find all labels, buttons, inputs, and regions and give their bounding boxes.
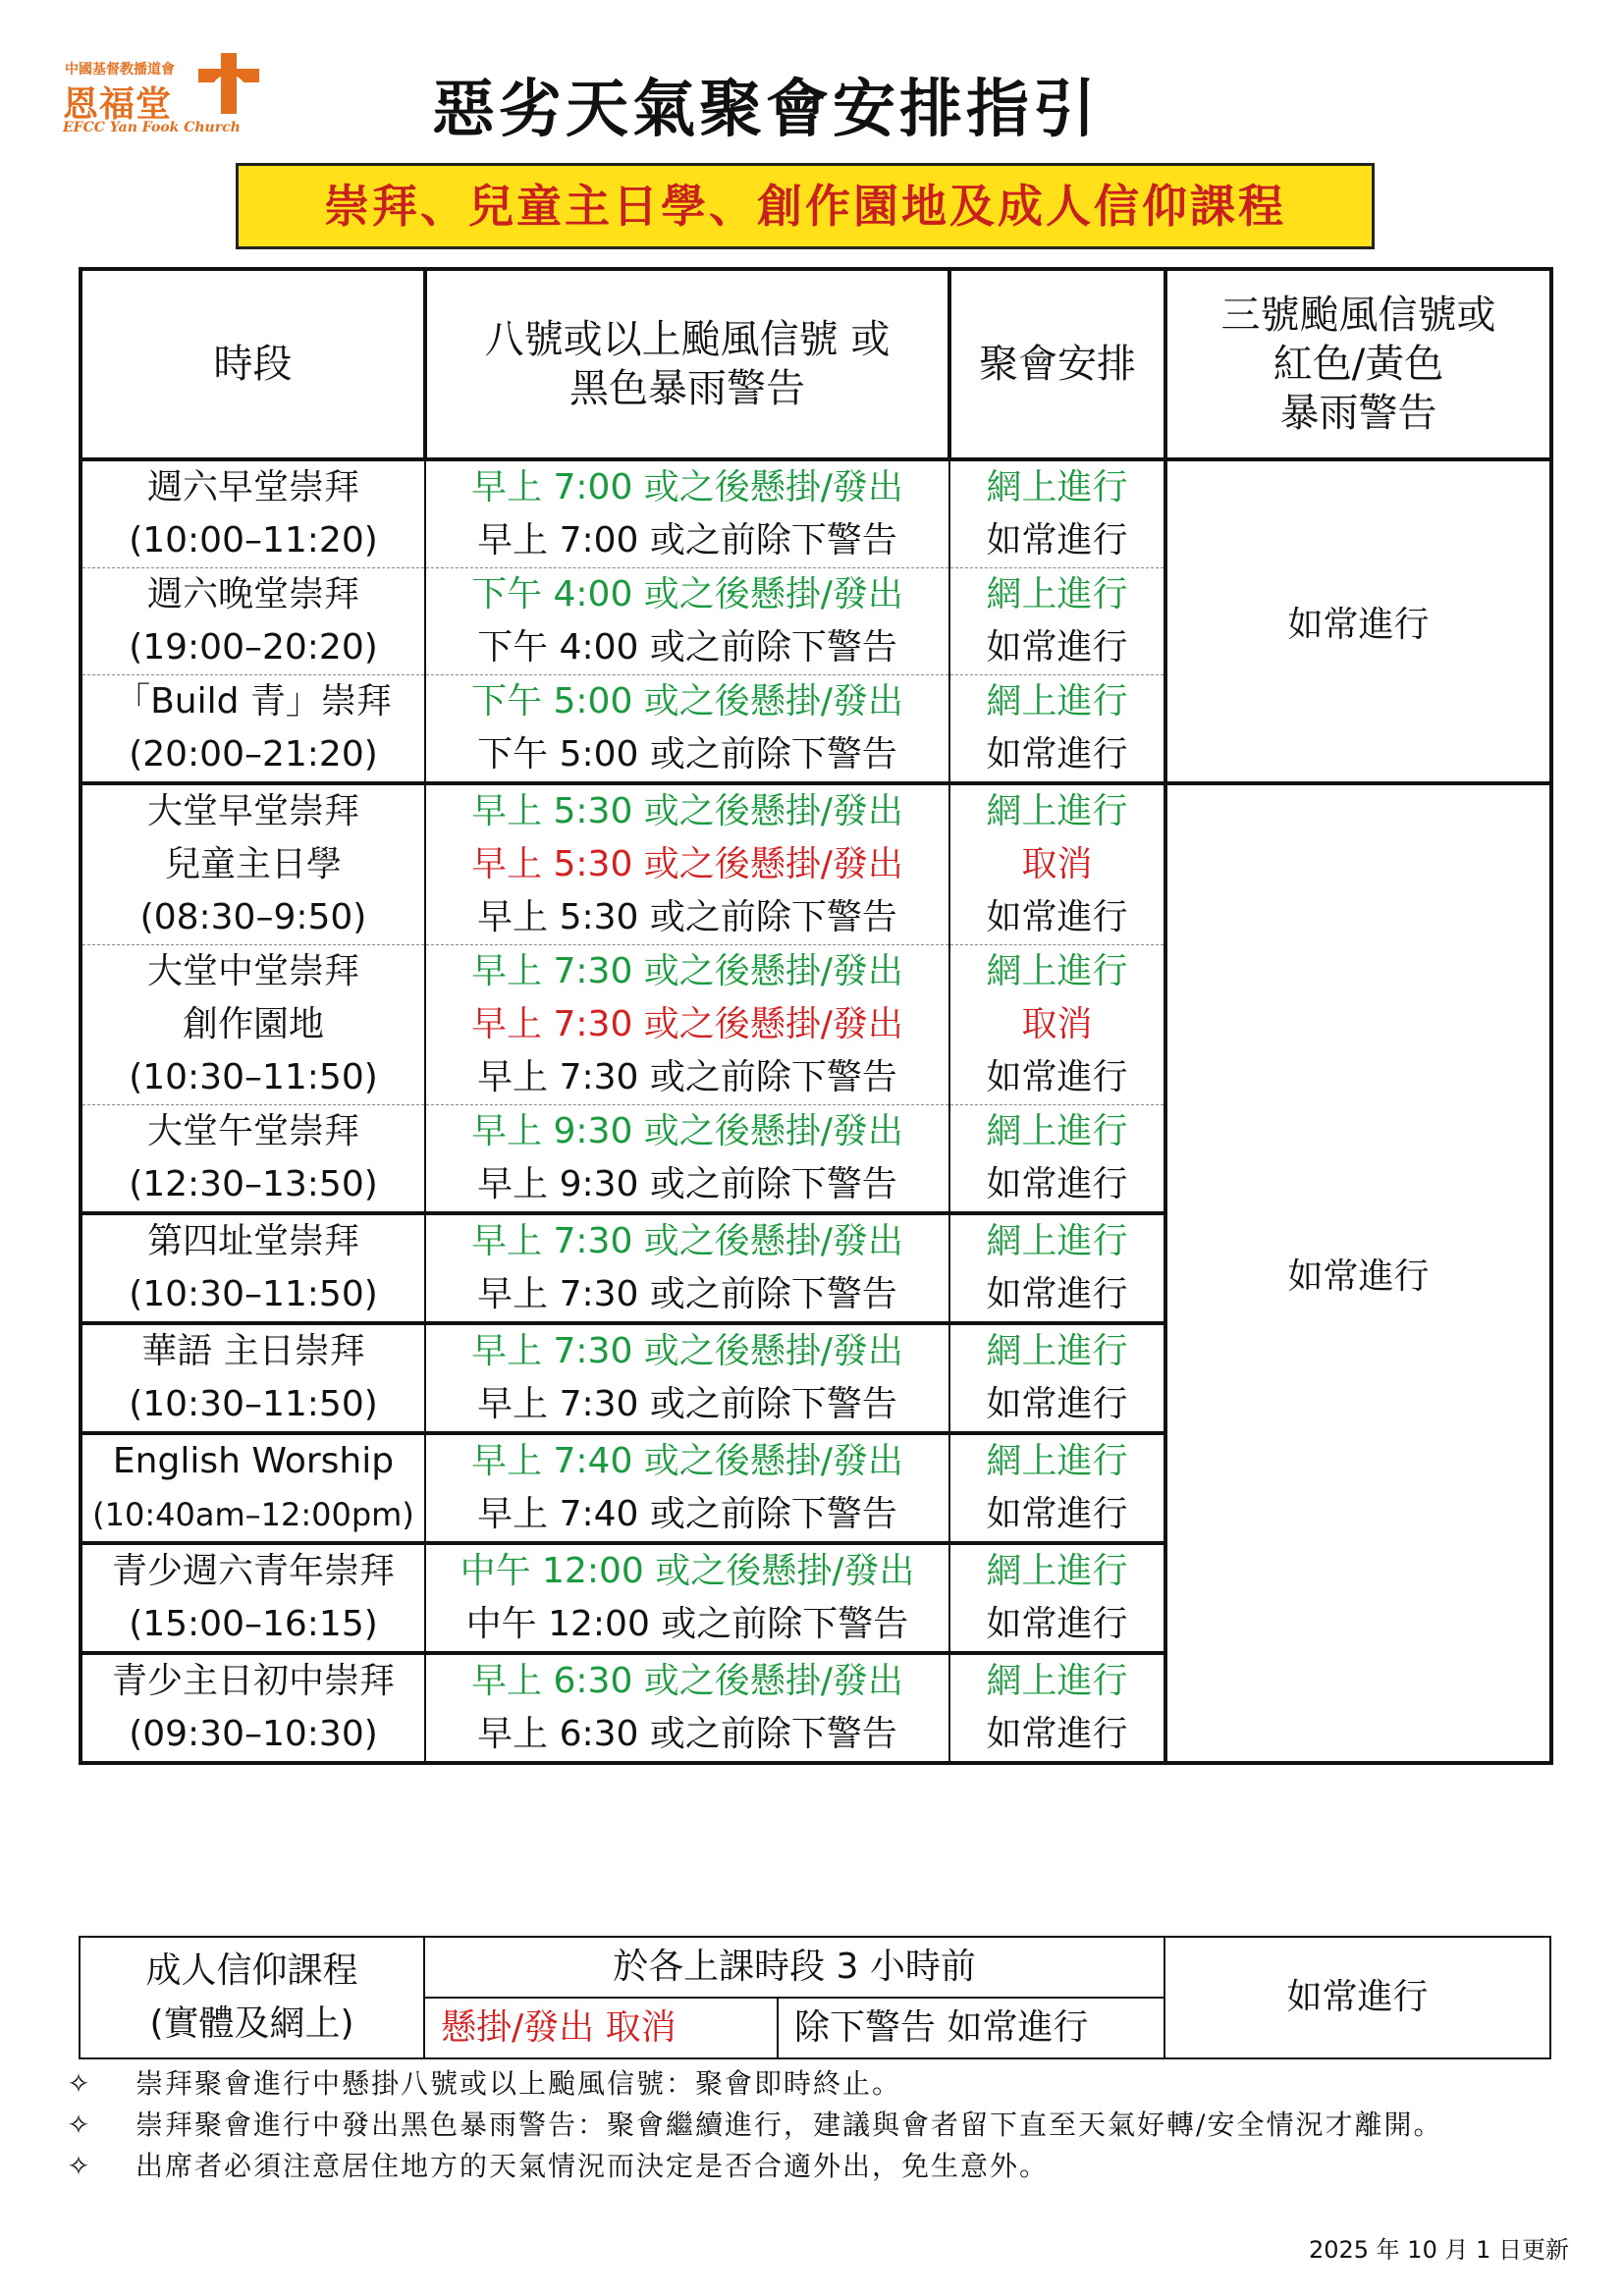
note-text: 出席者必須注意居住地方的天氣情況而決定是否合適外出，免生意外。 [135,2150,1050,2182]
adult-course-lifted: 除下警告 如常進行 [778,1998,1164,2058]
adult-course-condition: 於各上課時段 3 小時前 [424,1937,1164,1998]
service-time: 第四址堂崇拜 (10:30–11:50) [81,1213,425,1323]
header-signal8-line1: 八號或以上颱風信號 或 [484,317,891,362]
service-time: 青少週六青年崇拜 (15:00–16:15) [81,1543,425,1653]
service-time: 「Build 青」崇拜 (20:00–21:20) [81,675,425,784]
service-time: 週六晚堂崇拜 (19:00–20:20) [81,568,425,675]
signal3-arrangement: 如常進行 [1165,783,1551,1763]
header-signal8-line2: 黑色暴雨警告 [569,366,805,411]
table-row [81,459,1551,568]
arrangement: 網上進行 取消 如常進行 [949,783,1165,945]
note-item [59,2063,1591,2105]
sparkle-bullet-icon: ✧ [67,2109,90,2141]
sparkle-bullet-icon: ✧ [67,2150,90,2182]
sparkle-bullet-icon: ✧ [67,2067,90,2100]
arrangement: 網上進行 如常進行 [949,675,1165,784]
arrangement: 網上進行 如常進行 [949,1105,1165,1214]
church-logo [59,49,275,137]
notes-list [59,2063,1591,2187]
service-time: 大堂午堂崇拜 (12:30–13:50) [81,1105,425,1214]
note-text: 崇拜聚會進行中懸掛八號或以上颱風信號：聚會即時終止。 [135,2067,902,2100]
header-row [81,269,1551,459]
page-subtitle: 崇拜、兒童主日學、創作園地及成人信仰課程 [236,163,1375,249]
table-row [81,783,1551,945]
note-item [59,2146,1591,2187]
note-text: 崇拜聚會進行中發出黑色暴雨警告：聚會繼續進行，建議與會者留下直至天氣好轉/安全情況才離開。 [135,2109,1443,2141]
header-time: 時段 [81,269,425,459]
signal3-arrangement: 如常進行 [1165,459,1551,783]
signal8-conditions: 早上 5:30 或之後懸掛/發出 早上 5:30 或之後懸掛/發出 早上 5:30 或之前除下警告 [425,783,949,945]
arrangement: 網上進行 如常進行 [949,1323,1165,1433]
arrangement: 網上進行 如常進行 [949,1653,1165,1763]
header-signal3 [1165,269,1551,459]
service-time: English Worship (10:40am–12:00pm) [81,1433,425,1543]
updated-date: 2025 年 10 月 1 日更新 [1308,2236,1569,2264]
arrangement: 網上進行 取消 如常進行 [949,945,1165,1105]
adult-course-signal3: 如常進行 [1164,1937,1550,2058]
header-signal8 [425,269,949,459]
signal8-conditions: 下午 4:00 或之後懸掛/發出 下午 4:00 或之前除下警告 [425,568,949,675]
signal8-conditions: 中午 12:00 或之後懸掛/發出 中午 12:00 或之前除下警告 [425,1543,949,1653]
arrangement: 網上進行 如常進行 [949,1543,1165,1653]
schedule-table [79,267,1553,1765]
arrangement: 網上進行 如常進行 [949,459,1165,568]
signal8-conditions: 早上 7:30 或之後懸掛/發出 早上 7:30 或之後懸掛/發出 早上 7:30 或之前除下警告 [425,945,949,1105]
adult-course-issued: 懸掛/發出 取消 [424,1998,778,2058]
logo-church-cn: 恩福堂 [63,84,173,125]
cross-icon [194,49,263,118]
signal8-conditions: 早上 9:30 或之後懸掛/發出 早上 9:30 或之前除下警告 [425,1105,949,1214]
logo-church-en: EFCC Yan Fook Church [63,120,241,135]
service-time: 青少主日初中崇拜 (09:30–10:30) [81,1653,425,1763]
header-arrangement: 聚會安排 [949,269,1165,459]
arrangement: 網上進行 如常進行 [949,1433,1165,1543]
page-title: 惡劣天氣聚會安排指引 [432,74,1100,146]
header-signal3-line1: 三號颱風信號或 [1220,293,1496,338]
header-signal3-line2: 紅色/黃色 [1272,342,1444,387]
service-time: 大堂中堂崇拜 創作園地 (10:30–11:50) [81,945,425,1105]
service-time: 大堂早堂崇拜 兒童主日學 (08:30–9:50) [81,783,425,945]
arrangement: 網上進行 如常進行 [949,568,1165,675]
header-signal3-line3: 暴雨警告 [1279,391,1437,436]
arrangement: 網上進行 如常進行 [949,1213,1165,1323]
logo-org-name: 中國基督教播道會 [65,62,175,78]
note-item [59,2105,1591,2146]
adult-course-row-top [80,1937,1550,1998]
adult-course-table [79,1936,1551,2059]
signal8-conditions: 早上 7:30 或之後懸掛/發出 早上 7:30 或之前除下警告 [425,1323,949,1433]
signal8-conditions: 下午 5:00 或之後懸掛/發出 下午 5:00 或之前除下警告 [425,675,949,784]
signal8-conditions: 早上 7:40 或之後懸掛/發出 早上 7:40 或之前除下警告 [425,1433,949,1543]
service-time: 華語 主日崇拜 (10:30–11:50) [81,1323,425,1433]
signal8-conditions: 早上 7:00 或之後懸掛/發出 早上 7:00 或之前除下警告 [425,459,949,568]
service-time: 週六早堂崇拜 (10:00–11:20) [81,459,425,568]
adult-course-name: 成人信仰課程 (實體及網上) [80,1937,424,2058]
signal8-conditions: 早上 7:30 或之後懸掛/發出 早上 7:30 或之前除下警告 [425,1213,949,1323]
signal8-conditions: 早上 6:30 或之後懸掛/發出 早上 6:30 或之前除下警告 [425,1653,949,1763]
